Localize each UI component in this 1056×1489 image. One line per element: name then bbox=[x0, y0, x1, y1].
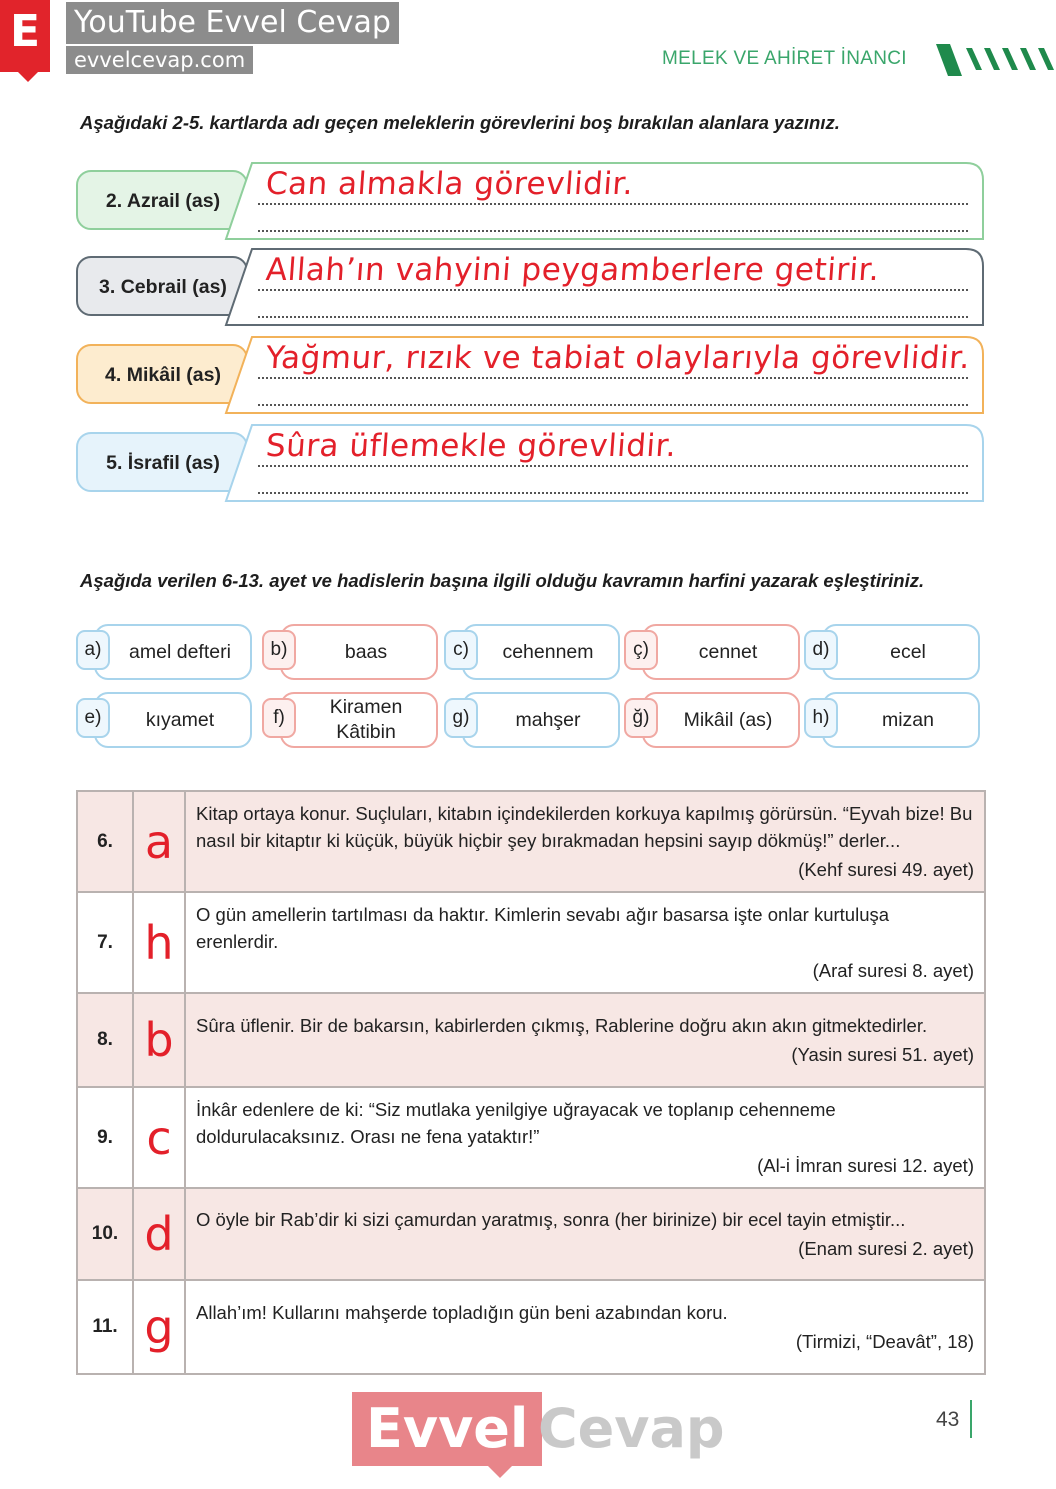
watermark-site: evvelcevap.com bbox=[66, 46, 253, 74]
brand-logo-left: Evvel bbox=[352, 1392, 542, 1466]
card-israfil bbox=[76, 424, 984, 502]
question-text: O gün amellerin tartılması da haktır. Kimlerin sevabı ağır basarsa işte onlar kurtuluşa erenlerdir. bbox=[196, 904, 890, 952]
concept-letter: ç) bbox=[624, 630, 658, 670]
concept-letter: ğ) bbox=[624, 698, 658, 738]
question-cell bbox=[185, 1188, 985, 1280]
handwritten-answer: Allah’ın vahyini peygamberlere getirir. bbox=[264, 252, 881, 288]
concept-letter: e) bbox=[76, 698, 110, 738]
watermark-title: YouTube Evvel Cevap bbox=[66, 2, 399, 44]
handwritten-answer: c bbox=[133, 1087, 185, 1188]
concept-letter: a) bbox=[76, 630, 110, 670]
question-cell bbox=[185, 1087, 985, 1188]
concept-name: mizan bbox=[881, 708, 935, 731]
handwritten-answer: b bbox=[133, 993, 185, 1087]
handwritten-answer: d bbox=[133, 1188, 185, 1280]
question-source: (Enam suresi 2. ayet) bbox=[798, 1238, 974, 1259]
handwritten-answer: Can almakla görevlidir. bbox=[264, 166, 635, 202]
handwritten-answer: h bbox=[133, 892, 185, 993]
instruction-2: Aşağıda verilen 6-13. ayet ve hadislerin başına ilgili olduğu kavramın harfini yazarak eşleştiriniz. bbox=[80, 570, 925, 591]
handwritten-answer: g bbox=[133, 1280, 185, 1374]
concept-name: Mikâil (as) bbox=[683, 708, 773, 731]
question-source: (Al-i İmran suresi 12. ayet) bbox=[757, 1155, 974, 1176]
concept-letter: d) bbox=[804, 630, 838, 670]
question-source: (Tirmizi, “Deavât”, 18) bbox=[795, 1331, 974, 1352]
page-number: 43 bbox=[936, 1408, 960, 1431]
matching-table bbox=[76, 790, 986, 1375]
question-number: 8. bbox=[77, 993, 133, 1087]
card-mikail bbox=[76, 336, 984, 414]
question-cell bbox=[185, 791, 985, 892]
instruction-1: Aşağıdaki 2-5. kartlarda adı geçen meleklerin görevlerini boş bırakılan alanlara yazınız. bbox=[80, 112, 840, 133]
table-row bbox=[77, 1087, 985, 1188]
question-text: İnkâr edenlere de ki: “Siz mutlaka yenilgiye uğrayacak ve toplanıp cehenneme doldurulacaksınız. Orası ne fena yataktır!” bbox=[196, 1099, 836, 1147]
question-cell bbox=[185, 892, 985, 993]
concept-b bbox=[262, 624, 438, 680]
table-row bbox=[77, 892, 985, 993]
card-label: 3. Cebrail (as) bbox=[99, 275, 227, 298]
concept-letter: g) bbox=[444, 698, 478, 738]
concept-name: baas bbox=[344, 640, 388, 663]
question-source: (Kehf suresi 49. ayet) bbox=[798, 859, 974, 880]
question-cell bbox=[185, 1280, 985, 1374]
concept-name: kıyamet bbox=[145, 708, 215, 731]
concept-g bbox=[444, 692, 620, 748]
question-source: (Yasin suresi 51. ayet) bbox=[791, 1044, 974, 1065]
question-number: 6. bbox=[77, 791, 133, 892]
concept-d bbox=[804, 624, 980, 680]
watermark-badge bbox=[0, 0, 391, 78]
writing-line bbox=[258, 404, 968, 406]
writing-line bbox=[258, 289, 968, 291]
concept-name: cennet bbox=[698, 640, 758, 663]
handwritten-answer: Sûra üflemekle görevlidir. bbox=[264, 428, 678, 464]
table-row bbox=[77, 993, 985, 1087]
card-label: 4. Mikâil (as) bbox=[105, 363, 221, 386]
card-cebrail bbox=[76, 248, 984, 326]
handwritten-answer: Yağmur, rızık ve tabiat olaylarıyla görevlidir. bbox=[264, 340, 972, 376]
table-row bbox=[77, 1280, 985, 1374]
question-source: (Araf suresi 8. ayet) bbox=[812, 960, 974, 981]
concept-name: mahşer bbox=[515, 708, 581, 731]
watermark-logo: E bbox=[0, 0, 50, 72]
question-text: O öyle bir Rab’dir ki sizi çamurdan yaratmış, sonra (her birinize) bir ecel tayin etmiştir... bbox=[196, 1209, 906, 1230]
brand-logo-right: Cevap bbox=[538, 1397, 725, 1460]
card-label: 2. Azrail (as) bbox=[105, 189, 221, 212]
question-number: 7. bbox=[77, 892, 133, 993]
writing-line bbox=[258, 230, 968, 232]
concept-a bbox=[76, 624, 252, 680]
question-text: Kitap ortaya konur. Suçluları, kitabın içindekilerden korkuya kapılmış görürsün. “Eyvah bize! Bu nasıl bir kitaptır ki küçük, büyük hiçbir şey bırakmadan hepsini sayıp dökmüş!” derler... bbox=[196, 803, 973, 851]
table-row bbox=[77, 1188, 985, 1280]
card-label: 5. İsrafil (as) bbox=[106, 451, 220, 474]
writing-line bbox=[258, 316, 968, 318]
concept-letter: b) bbox=[262, 630, 296, 670]
concept-letter: h) bbox=[804, 698, 838, 738]
question-text: Allah’ım! Kullarını mahşerde topladığın gün beni azabından koru. bbox=[196, 1302, 728, 1323]
concept-name: ecel bbox=[890, 640, 926, 663]
concept-letter: c) bbox=[444, 630, 478, 670]
unit-decoration-icon bbox=[936, 40, 1056, 80]
concept-c bbox=[444, 624, 620, 680]
concept-cc bbox=[624, 624, 800, 680]
question-text: Sûra üflenir. Bir de bakarsın, kabirlerden çıkmış, Rablerine doğru akın akın gitmektedirler. bbox=[196, 1015, 928, 1036]
handwritten-answer: a bbox=[133, 791, 185, 892]
concept-name: Kiramen Kâtibin bbox=[329, 696, 403, 743]
concept-gg bbox=[624, 692, 800, 748]
page-number-divider bbox=[970, 1400, 972, 1438]
concept-f bbox=[262, 692, 438, 748]
concept-letter: f) bbox=[262, 698, 296, 738]
question-number: 9. bbox=[77, 1087, 133, 1188]
writing-line bbox=[258, 377, 968, 379]
unit-title: MELEK VE AHİRET İNANCI bbox=[662, 48, 907, 69]
concept-e bbox=[76, 692, 252, 748]
concept-h bbox=[804, 692, 980, 748]
question-number: 10. bbox=[77, 1188, 133, 1280]
writing-line bbox=[258, 465, 968, 467]
writing-line bbox=[258, 492, 968, 494]
card-azrail bbox=[76, 162, 984, 240]
table-row bbox=[77, 791, 985, 892]
concept-name: cehennem bbox=[502, 640, 594, 663]
writing-line bbox=[258, 203, 968, 205]
question-cell bbox=[185, 993, 985, 1087]
concept-name: amel defteri bbox=[129, 640, 231, 663]
question-number: 11. bbox=[77, 1280, 133, 1374]
